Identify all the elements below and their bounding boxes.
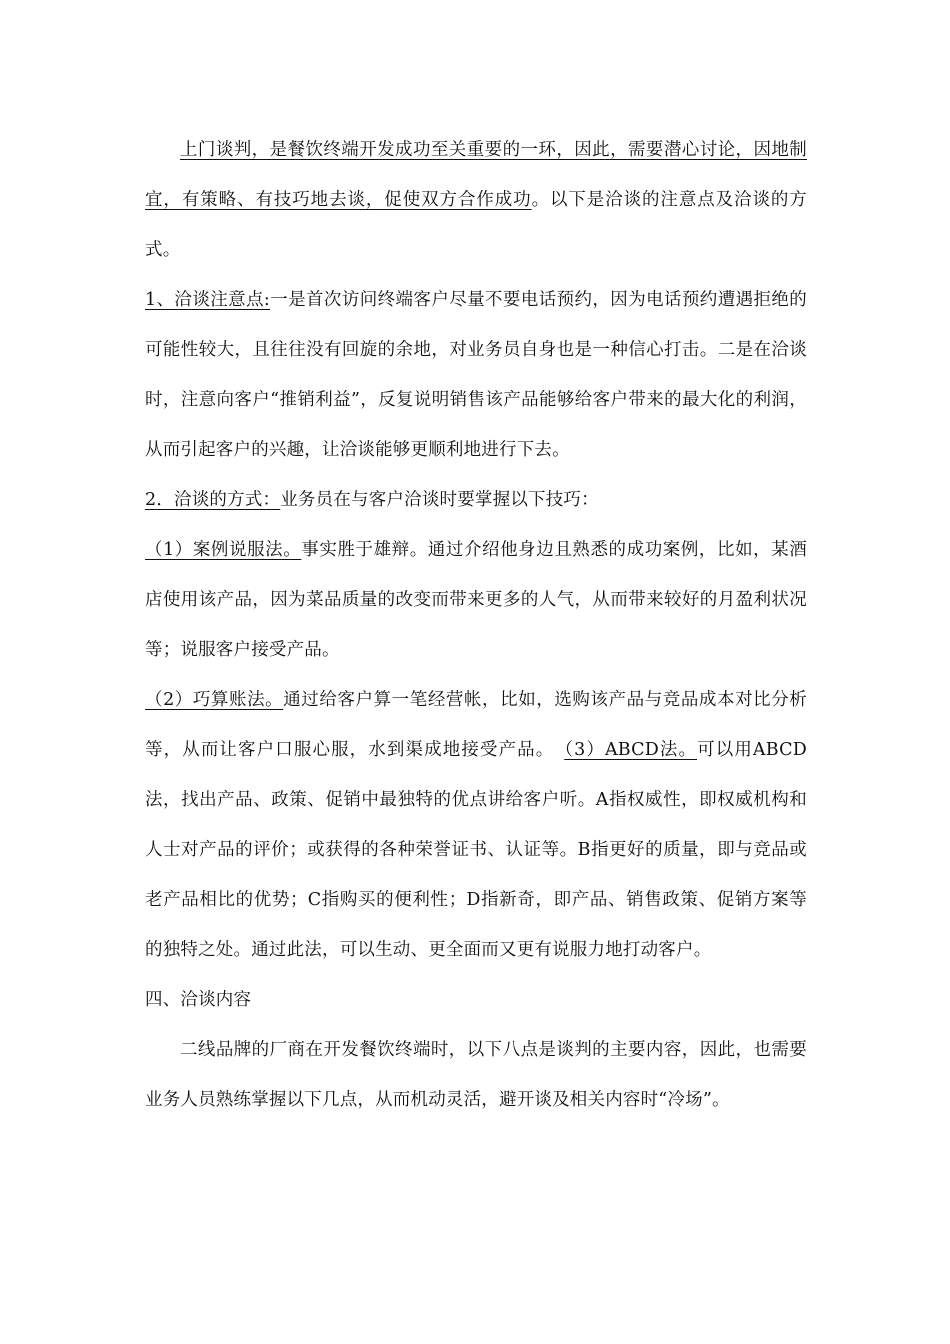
method3-heading: （3）ABCD法。 [564,740,698,760]
section4-paragraph: 二线品牌的厂商在开发餐饮终端时，以下八点是谈判的主要内容，因此，也需要业务人员熟练掌握以下几点，从而机动灵活，避开谈及相关内容时“冷场”。 [145,1040,807,1110]
intro-underlined-text: 上门谈判，是餐饮终端开发成功至关重要的一环，因此，需要潜心讨论，因地制宜，有策略、有技巧地去谈，促使双方合作成功 [145,140,807,210]
section4-heading: 四、洽谈内容 [145,990,252,1010]
point2-paragraph [145,475,807,525]
point1-paragraph [145,275,807,475]
point2-heading: 2．洽谈的方式： [145,490,281,510]
point1-heading: 1、洽谈注意点: [145,290,271,310]
method3-text: 可以用ABCD法，找出产品、政策、促销中最独特的优点讲给客户听。A指权威性，即权威机构和人士对产品的评价；或获得的各种荣誉证书、认证等。B指更好的质量，即与竞品或老产品相比的优势；C指购买的便利性；D指新奇，即产品、销售政策、促销方案等的独特之处。通过此法，可以生动、更全面而又更有说服力地打动客户。 [145,740,807,960]
method2-heading: （2）巧算账法。 [145,690,284,710]
method1-text: 事实胜于雄辩。通过介绍他身边且熟悉的成功案例，比如，某酒店使用该产品，因为菜品质量的改变而带来更多的人气，从而带来较好的月盈利状况等；说服客户接受产品。 [145,540,807,660]
method1-paragraph [145,525,807,675]
method2-paragraph [145,675,807,975]
point1-text: 一是首次访问终端客户尽量不要电话预约，因为电话预约遭遇拒绝的可能性较大，且往往没有回旋的余地，对业务员自身也是一种信心打击。二是在洽谈时，注意向客户“推销利益”，反复说明销售该产品能够给客户带来的最大化的利润，从而引起客户的兴趣，让洽谈能够更顺利地进行下去。 [145,290,807,460]
method2-text: 通过给客户算一笔经营帐，比如，选购该产品与竞品成本对比分析等，从而让客户口服心服，水到渠成地接受产品。 [145,690,807,760]
intro-paragraph [145,125,807,275]
point2-text: 业务员在与客户洽谈时要掌握以下技巧： [280,490,599,510]
method1-heading: （1）案例说服法。 [145,540,302,560]
document-page [145,125,807,1125]
intro-text: 。以下是洽谈的注意点及洽谈的方式。 [145,190,807,260]
